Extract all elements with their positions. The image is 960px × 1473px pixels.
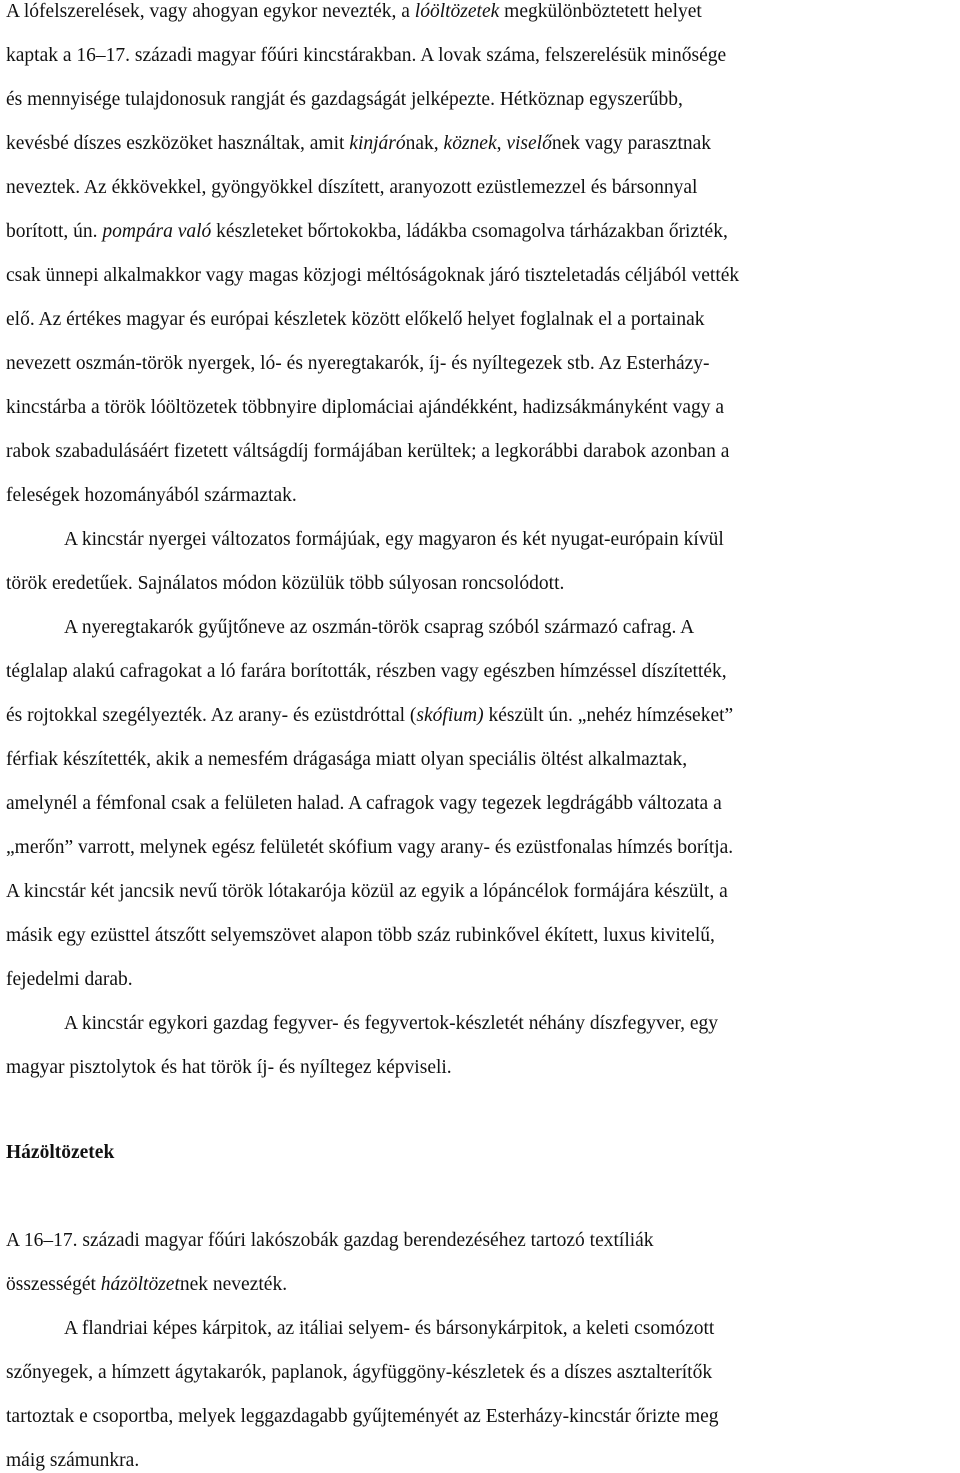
paragraph-2-line-2: török eredetűek. Sajnálatos módon közülük több súlyosan roncsolódott. [6, 573, 565, 594]
paragraph-1-line-12: feleségek hozományából származtak. [6, 485, 297, 506]
paragraph-1-line-10: kincstárba a török lóöltözetek többnyire diplomáciai ajándékként, hadizsákmányként vagy a [6, 397, 725, 418]
paragraph-4-line-2: magyar pisztolytok és hat török íj- és nyíltegez képviseli. [6, 1057, 452, 1078]
paragraph-6-line-4: máig számunkra. [6, 1450, 140, 1471]
paragraph-1-line-7: csak ünnepi alkalmakkor vagy magas közjogi méltóságoknak járó tiszteletadás céljából vették [6, 265, 740, 286]
paragraph-1-line-4: kevésbé díszes eszközöket használtak, amit kinjárónak, köznek, viselőnek vagy parasztnak [6, 133, 712, 154]
paragraph-3-line-5: amelynél a fémfonal csak a felületen halad. A cafragok vagy tegezek legdrágább változata a [6, 793, 722, 814]
paragraph-3-line-1: A nyeregtakarók gyűjtőneve az oszmán-török csaprag szóból származó cafrag. A [64, 617, 695, 638]
paragraph-3-line-4: férfiak készítették, akik a nemesfém drágasága miatt olyan speciális öltést alkalmaztak, [6, 749, 688, 770]
paragraph-5-line-2: összességét házöltözetnek nevezték. [6, 1274, 288, 1295]
paragraph-1-line-5: neveztek. Az ékkövekkel, gyöngyökkel díszített, aranyozott ezüstlemezzel és bársonnyal [6, 177, 698, 198]
paragraph-5-line-1: A 16–17. századi magyar főúri lakószobák gazdag berendezéséhez tartozó textíliák [6, 1230, 654, 1251]
paragraph-6-line-1: A flandriai képes kárpitok, az itáliai selyem- és bársonykárpitok, a keleti csomózott [64, 1318, 715, 1339]
section-heading: Házöltözetek [6, 1142, 115, 1163]
paragraph-3-line-2: téglalap alakú cafragokat a ló farára borították, részben vagy egészben hímzéssel díszítették, [6, 661, 727, 682]
paragraph-1-line-3: és mennyisége tulajdonosuk rangját és gazdagságát jelképezte. Hétköznap egyszerűbb, [6, 89, 683, 110]
paragraph-3-line-9: fejedelmi darab. [6, 969, 133, 990]
paragraph-1-line-9: nevezett oszmán-török nyergek, ló- és nyeregtakarók, íj- és nyíltegezek stb. Az Esterházy- [6, 353, 710, 374]
paragraph-4-line-1: A kincstár egykori gazdag fegyver- és fegyvertok-készletét néhány díszfegyver, egy [64, 1013, 718, 1034]
paragraph-1-line-8: elő. Az értékes magyar és európai készletek között előkelő helyet foglalnak el a portainak [6, 309, 705, 330]
paragraph-3-line-3: és rojtokkal szegélyezték. Az arany- és ezüstdróttal (skófium) készült ún. „nehéz hímzéseket” [6, 705, 734, 726]
paragraph-3-line-6: „merőn” varrott, melynek egész felületét skófium vagy arany- és ezüstfonalas hímzés borítja. [6, 837, 734, 858]
paragraph-1-line-1: A lófelszerelések, vagy ahogyan egykor nevezték, a lóöltözetek megkülönböztetett helyet [6, 1, 702, 22]
paragraph-1-line-11: rabok szabadulásáért fizetett váltságdíj formájában kerültek; a legkorábbi darabok azonban a [6, 441, 730, 462]
paragraph-2-line-1: A kincstár nyergei változatos formájúak, egy magyaron és két nyugat-európain kívül [64, 529, 724, 550]
paragraph-6-line-3: tartoztak e csoportba, melyek leggazdagabb gyűjteményét az Esterházy-kincstár őrizte meg [6, 1406, 719, 1427]
paragraph-3-line-8: másik egy ezüsttel átszőtt selyemszövet alapon több száz rubinkővel ékített, luxus kivitelű, [6, 925, 715, 946]
paragraph-6-line-2: szőnyegek, a hímzett ágytakarók, paplanok, ágyfüggöny-készletek és a díszes asztalterítők [6, 1362, 713, 1383]
paragraph-1-line-6: borított, ún. pompára való készleteket bőrtokokba, ládákba csomagolva tárházakban őrizték, [6, 221, 728, 242]
paragraph-1-line-2: kaptak a 16–17. századi magyar főúri kincstárakban. A lovak száma, felszerelésük minősége [6, 45, 727, 66]
paragraph-3-line-7: A kincstár két jancsik nevű török lótakarója közül az egyik a lópáncélok formájára készült, a [6, 881, 728, 902]
